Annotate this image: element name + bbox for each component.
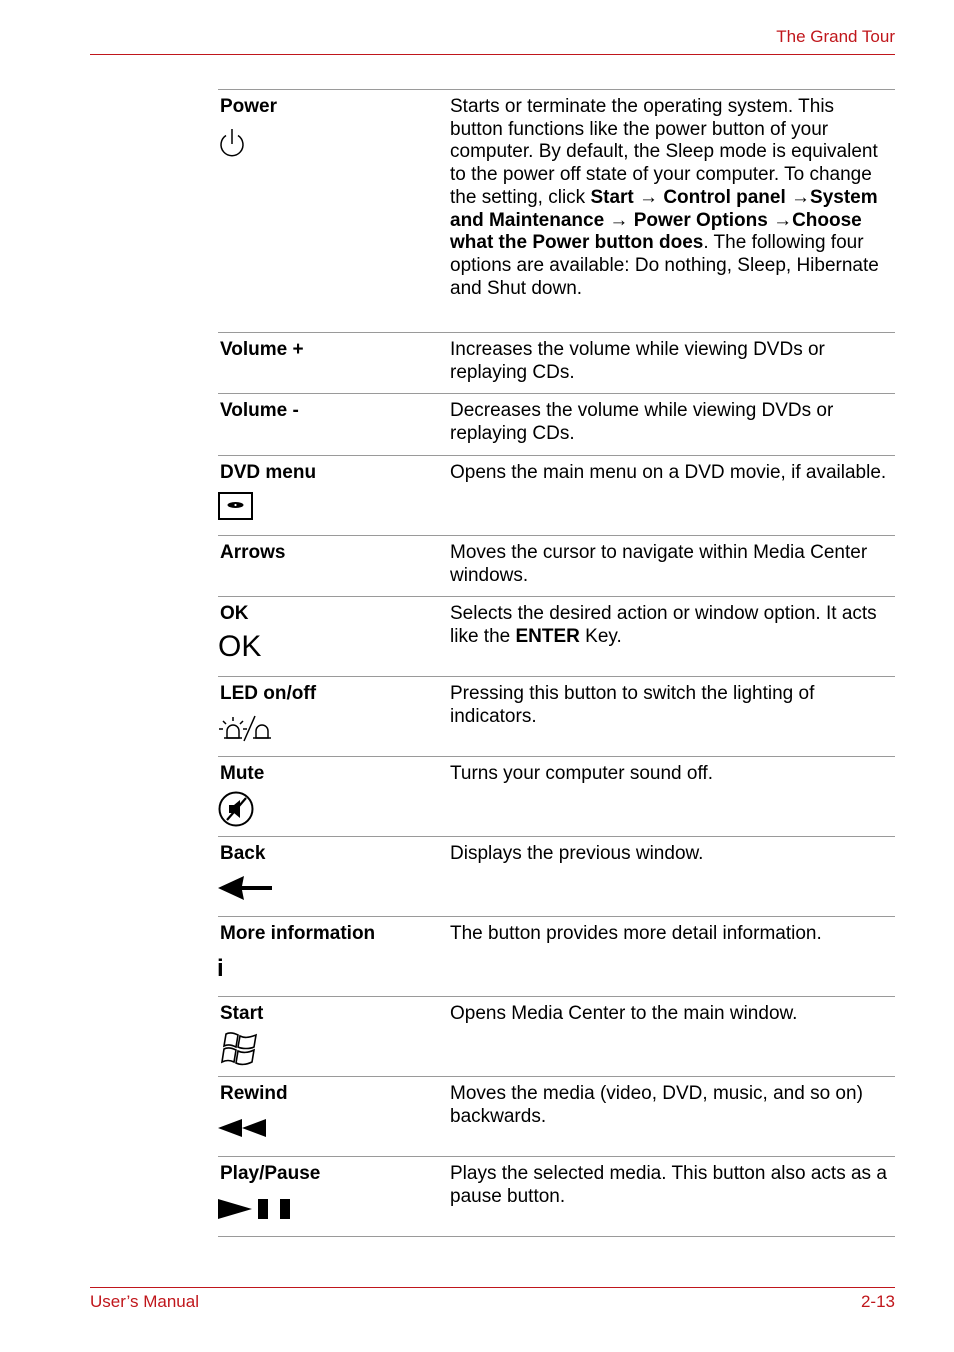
- page-header-title: The Grand Tour: [776, 27, 895, 46]
- table-row: [218, 90, 895, 333]
- page-number: 2-13: [860, 1292, 895, 1311]
- table-row: [218, 1157, 895, 1237]
- description: Opens Media Center to the main window.: [450, 1003, 798, 1024]
- table-row: [218, 597, 895, 677]
- term-label: OK: [220, 603, 249, 624]
- play-pause-icon: [218, 1197, 294, 1221]
- table-row: [218, 677, 895, 757]
- led-toggle-icon: [218, 715, 274, 743]
- description: Decreases the volume while viewing DVDs or replaying CDs.: [450, 400, 834, 444]
- description: Increases the volume while viewing DVDs or replaying CDs.: [450, 339, 825, 383]
- rewind-icon: [218, 1118, 268, 1140]
- term-label: DVD menu: [220, 462, 317, 483]
- power-icon: [218, 127, 248, 159]
- windows-logo-icon: [218, 1030, 260, 1068]
- footer-rule: [90, 1287, 895, 1288]
- mute-icon: [218, 789, 258, 829]
- description: Displays the previous window.: [450, 843, 704, 864]
- term-label: Rewind: [220, 1083, 288, 1104]
- description: Pressing this button to switch the lighting of indicators.: [450, 683, 815, 727]
- header-rule: [90, 54, 895, 55]
- term-label: LED on/off: [220, 683, 317, 704]
- back-arrow-icon: [218, 875, 274, 903]
- description: Selects the desired action or window option. It acts like the ENTER Key.: [450, 603, 877, 647]
- table-row: [218, 837, 895, 917]
- description: The button provides more detail information.: [450, 923, 822, 944]
- table-row: [218, 394, 895, 456]
- table-row: [218, 917, 895, 997]
- term-label: Back: [220, 843, 266, 864]
- info-icon: i: [217, 955, 224, 982]
- dvd-menu-icon: [218, 492, 254, 522]
- table-row: [218, 757, 895, 837]
- term-label: More information: [220, 923, 376, 944]
- term-label: Play/Pause: [220, 1163, 321, 1184]
- table-row: [218, 1077, 895, 1157]
- table-row: [218, 333, 895, 394]
- term-label: Start: [220, 1003, 264, 1024]
- table-row: [218, 456, 895, 536]
- description: Plays the selected media. This button also acts as a pause button.: [450, 1163, 887, 1207]
- description: Turns your computer sound off.: [450, 763, 713, 784]
- term-label: Volume -: [220, 400, 299, 421]
- term-label: Power: [220, 96, 278, 117]
- term-label: Volume +: [220, 339, 304, 360]
- term-label: Arrows: [220, 542, 286, 563]
- table-row: [218, 997, 895, 1077]
- description: Opens the main menu on a DVD movie, if available.: [450, 462, 887, 483]
- table-row: [218, 536, 895, 597]
- description: Moves the cursor to navigate within Media Center windows.: [450, 542, 868, 586]
- footer-manual-title: User’s Manual: [90, 1292, 199, 1311]
- term-label: Mute: [220, 763, 265, 784]
- ok-icon: OK: [218, 630, 262, 663]
- description: Moves the media (video, DVD, music, and so on) backwards.: [450, 1083, 863, 1127]
- description: Starts or terminate the operating system. This button functions like the power button of your computer. By default, the Sleep mode is equivalent to the power off state of your computer. To change the setting, click Start → Control panel →System and Maintenance → Power Options →Choose what the Power button does. The following four options are available: Do nothing, Sleep, Hibernate and Shut down.: [450, 96, 879, 299]
- remote-buttons-table: [218, 89, 895, 1237]
